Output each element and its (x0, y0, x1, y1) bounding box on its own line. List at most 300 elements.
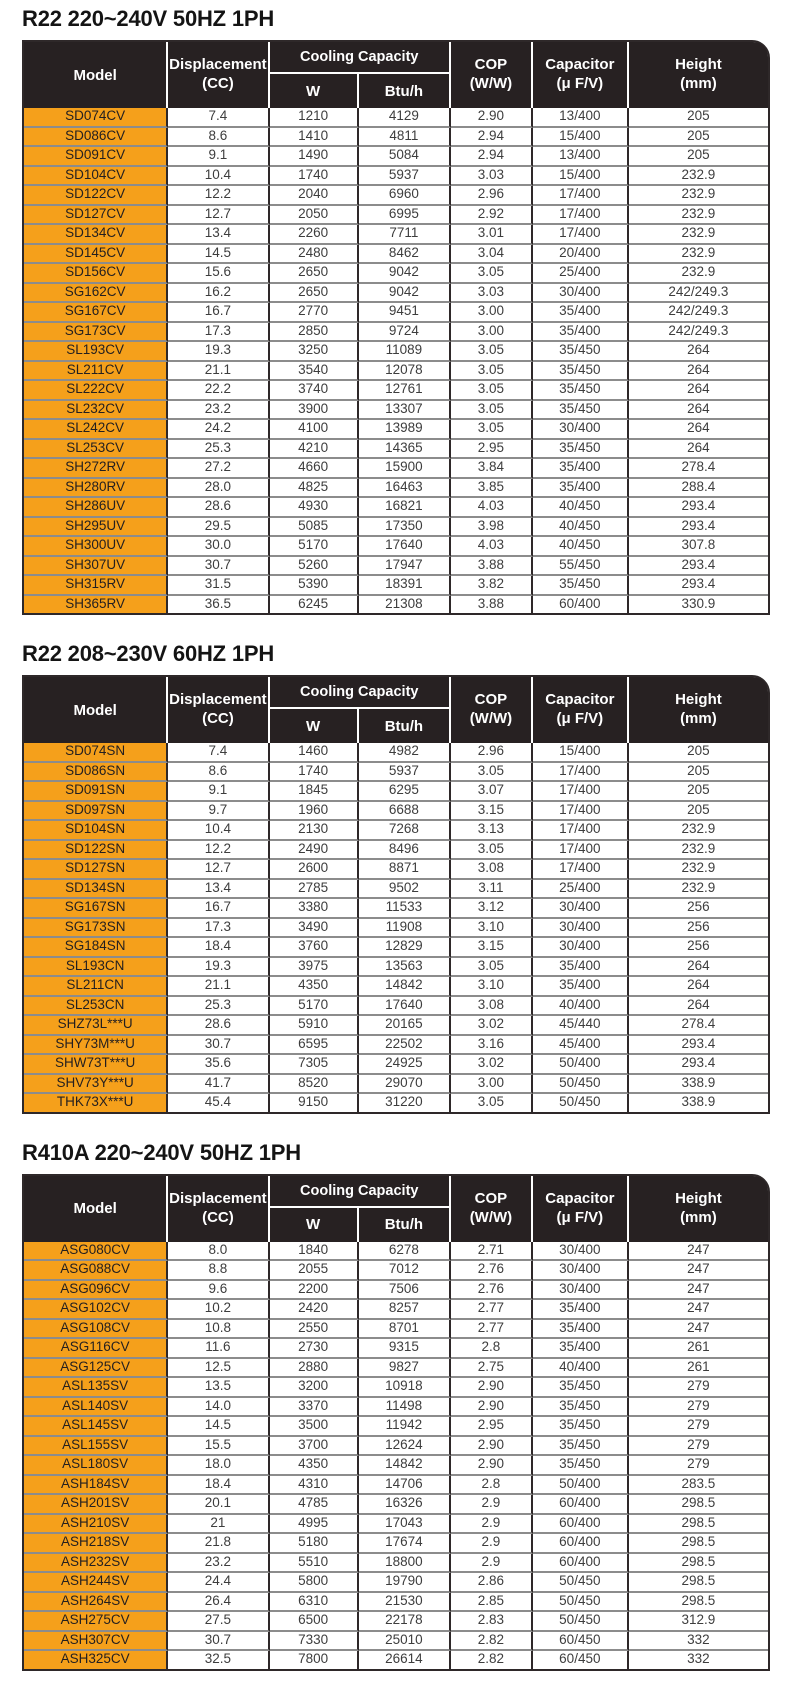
column-header-height-line2: (mm) (680, 75, 717, 92)
cop-cell: 2.96 (451, 186, 533, 206)
cooling-btuh-cell: 22178 (359, 1612, 451, 1632)
height-cell: 264 (629, 997, 768, 1017)
cooling-w-cell: 2050 (270, 206, 359, 226)
column-header-w: W (270, 709, 359, 743)
cooling-btuh-cell: 12078 (359, 362, 451, 382)
capacitor-cell: 30/400 (533, 1281, 629, 1301)
height-cell: 232.9 (629, 841, 768, 861)
table-row (24, 1417, 768, 1437)
displacement-cell: 9.1 (168, 782, 269, 802)
cooling-w-cell: 3490 (270, 919, 359, 939)
table-row (24, 225, 768, 245)
column-header-height-line1: Height (675, 56, 722, 74)
table-row (24, 1320, 768, 1340)
cooling-w-cell: 2040 (270, 186, 359, 206)
column-header-cop (451, 677, 533, 743)
model-cell: SG167CV (24, 303, 168, 323)
model-cell: SG167SN (24, 899, 168, 919)
table-row (24, 1495, 768, 1515)
displacement-cell: 13.4 (168, 225, 269, 245)
column-header-model: Model (24, 42, 168, 108)
cooling-btuh-cell: 26614 (359, 1651, 451, 1669)
height-cell: 232.9 (629, 860, 768, 880)
cop-cell: 3.03 (451, 284, 533, 304)
column-header-cop-line2: (W/W) (469, 75, 513, 92)
capacitor-cell: 25/400 (533, 264, 629, 284)
height-cell: 298.5 (629, 1593, 768, 1613)
capacitor-cell: 50/450 (533, 1094, 629, 1112)
height-cell: 205 (629, 802, 768, 822)
height-cell: 264 (629, 440, 768, 460)
cooling-btuh-cell: 13307 (359, 401, 451, 421)
cop-cell: 2.90 (451, 1378, 533, 1398)
displacement-cell: 15.6 (168, 264, 269, 284)
displacement-cell: 16.7 (168, 899, 269, 919)
cooling-w-cell: 3700 (270, 1437, 359, 1457)
cop-cell: 3.05 (451, 401, 533, 421)
model-cell: SD091SN (24, 782, 168, 802)
height-cell: 264 (629, 342, 768, 362)
height-cell: 205 (629, 782, 768, 802)
model-cell: SD156CV (24, 264, 168, 284)
displacement-cell: 25.3 (168, 997, 269, 1017)
table-row (24, 576, 768, 596)
spec-table (22, 1174, 770, 1671)
column-header-cooling-capacity: Cooling Capacity (270, 42, 452, 74)
capacitor-cell: 60/450 (533, 1632, 629, 1652)
displacement-cell: 10.8 (168, 1320, 269, 1340)
capacitor-cell: 30/400 (533, 420, 629, 440)
cooling-btuh-cell: 18800 (359, 1554, 451, 1574)
table-row (24, 977, 768, 997)
displacement-cell: 17.3 (168, 323, 269, 343)
cooling-w-cell: 1740 (270, 763, 359, 783)
cooling-btuh-cell: 12761 (359, 381, 451, 401)
cooling-btuh-cell: 16821 (359, 498, 451, 518)
displacement-cell: 12.2 (168, 841, 269, 861)
table-row (24, 537, 768, 557)
cooling-btuh-cell: 16463 (359, 479, 451, 499)
model-cell: ASL155SV (24, 1437, 168, 1457)
model-cell: SL253CV (24, 440, 168, 460)
displacement-cell: 41.7 (168, 1075, 269, 1095)
displacement-cell: 17.3 (168, 919, 269, 939)
capacitor-cell: 40/450 (533, 498, 629, 518)
capacitor-cell: 55/450 (533, 557, 629, 577)
height-cell: 247 (629, 1242, 768, 1262)
table-row (24, 919, 768, 939)
column-header-capacitor-line1: Capacitor (545, 56, 615, 74)
cop-cell: 2.77 (451, 1300, 533, 1320)
column-header-w: W (270, 1208, 359, 1242)
model-cell: SG162CV (24, 284, 168, 304)
cop-cell: 3.15 (451, 938, 533, 958)
height-cell: 293.4 (629, 498, 768, 518)
model-cell: SL211CV (24, 362, 168, 382)
cooling-w-cell: 1210 (270, 108, 359, 128)
model-cell: SG173CV (24, 323, 168, 343)
cooling-btuh-cell: 15900 (359, 459, 451, 479)
height-cell: 261 (629, 1339, 768, 1359)
height-cell: 279 (629, 1437, 768, 1457)
column-header-displacement (168, 42, 269, 108)
cooling-btuh-cell: 6688 (359, 802, 451, 822)
table-body (24, 108, 768, 613)
cooling-w-cell: 2490 (270, 841, 359, 861)
height-cell: 330.9 (629, 596, 768, 614)
column-header-cop-line1: COP (474, 56, 508, 74)
model-cell: ASL135SV (24, 1378, 168, 1398)
column-header-displacement-line2: (CC) (202, 75, 234, 92)
displacement-cell: 35.6 (168, 1055, 269, 1075)
displacement-cell: 14.5 (168, 1417, 269, 1437)
capacitor-cell: 30/400 (533, 938, 629, 958)
displacement-cell: 14.5 (168, 245, 269, 265)
model-cell: SHV73Y***U (24, 1075, 168, 1095)
capacitor-cell: 35/450 (533, 362, 629, 382)
table-row (24, 128, 768, 148)
displacement-cell: 21.1 (168, 977, 269, 997)
table-row (24, 596, 768, 614)
cooling-btuh-cell: 4982 (359, 743, 451, 763)
cop-cell: 3.16 (451, 1036, 533, 1056)
cop-cell: 3.05 (451, 381, 533, 401)
cooling-w-cell: 5510 (270, 1554, 359, 1574)
table-row (24, 1261, 768, 1281)
table-row (24, 1573, 768, 1593)
cop-cell: 2.9 (451, 1515, 533, 1535)
cooling-btuh-cell: 8496 (359, 841, 451, 861)
table-row (24, 1339, 768, 1359)
table-row (24, 284, 768, 304)
height-cell: 298.5 (629, 1534, 768, 1554)
cooling-w-cell: 5910 (270, 1016, 359, 1036)
model-cell: ASH201SV (24, 1495, 168, 1515)
capacitor-cell: 35/400 (533, 459, 629, 479)
column-header-model: Model (24, 1176, 168, 1242)
table-row (24, 1456, 768, 1476)
model-cell: ASG108CV (24, 1320, 168, 1340)
capacitor-cell: 35/400 (533, 977, 629, 997)
displacement-cell: 28.0 (168, 479, 269, 499)
table-row (24, 362, 768, 382)
capacitor-cell: 35/450 (533, 1456, 629, 1476)
cop-cell: 3.05 (451, 264, 533, 284)
cop-cell: 2.90 (451, 1456, 533, 1476)
column-header-displacement-line2: (CC) (202, 710, 234, 727)
model-cell: ASH275CV (24, 1612, 168, 1632)
column-header-height (629, 42, 768, 108)
height-cell: 279 (629, 1456, 768, 1476)
displacement-cell: 12.2 (168, 186, 269, 206)
cop-cell: 3.88 (451, 557, 533, 577)
cooling-w-cell: 2785 (270, 880, 359, 900)
table-body (24, 1242, 768, 1669)
displacement-cell: 13.4 (168, 880, 269, 900)
model-cell: ASH210SV (24, 1515, 168, 1535)
cop-cell: 2.71 (451, 1242, 533, 1262)
height-cell: 232.9 (629, 264, 768, 284)
model-cell: SD122SN (24, 841, 168, 861)
table-row (24, 147, 768, 167)
capacitor-cell: 35/450 (533, 440, 629, 460)
model-cell: SHW73T***U (24, 1055, 168, 1075)
height-cell: 307.8 (629, 537, 768, 557)
column-header-btuh: Btu/h (359, 1208, 451, 1242)
height-cell: 264 (629, 401, 768, 421)
capacitor-cell: 17/400 (533, 782, 629, 802)
cooling-w-cell: 4350 (270, 977, 359, 997)
cooling-btuh-cell: 18391 (359, 576, 451, 596)
cooling-w-cell: 6245 (270, 596, 359, 614)
cooling-w-cell: 4350 (270, 1456, 359, 1476)
displacement-cell: 9.6 (168, 1281, 269, 1301)
cooling-btuh-cell: 4129 (359, 108, 451, 128)
column-header-capacitor-line2: (μ F/V) (556, 75, 604, 92)
cooling-w-cell: 7330 (270, 1632, 359, 1652)
model-cell: SD074SN (24, 743, 168, 763)
height-cell: 283.5 (629, 1476, 768, 1496)
displacement-cell: 18.4 (168, 938, 269, 958)
cop-cell: 3.05 (451, 362, 533, 382)
cop-cell: 3.12 (451, 899, 533, 919)
column-header-capacitor-line1: Capacitor (545, 691, 615, 709)
cooling-btuh-cell: 8257 (359, 1300, 451, 1320)
cop-cell: 3.98 (451, 518, 533, 538)
cooling-w-cell: 2650 (270, 284, 359, 304)
cooling-btuh-cell: 31220 (359, 1094, 451, 1112)
cooling-w-cell: 2650 (270, 264, 359, 284)
table-row (24, 1036, 768, 1056)
column-header-cop-line1: COP (474, 1189, 508, 1207)
model-cell: ASG088CV (24, 1261, 168, 1281)
model-cell: SD127SN (24, 860, 168, 880)
cop-cell: 2.95 (451, 440, 533, 460)
height-cell: 242/249.3 (629, 284, 768, 304)
cooling-w-cell: 3500 (270, 1417, 359, 1437)
cooling-w-cell: 5390 (270, 576, 359, 596)
column-header-cop-line2: (W/W) (469, 1208, 513, 1226)
model-cell: SD122CV (24, 186, 168, 206)
model-cell: SD134SN (24, 880, 168, 900)
capacitor-cell: 40/450 (533, 518, 629, 538)
table-row (24, 459, 768, 479)
table-row (24, 342, 768, 362)
cooling-btuh-cell: 14365 (359, 440, 451, 460)
model-cell: SD127CV (24, 206, 168, 226)
height-cell: 332 (629, 1632, 768, 1652)
height-cell: 264 (629, 958, 768, 978)
table-row (24, 1515, 768, 1535)
model-cell: SH307UV (24, 557, 168, 577)
height-cell: 338.9 (629, 1094, 768, 1112)
height-cell: 247 (629, 1281, 768, 1301)
spec-table (22, 675, 770, 1114)
height-cell: 256 (629, 938, 768, 958)
table-row (24, 763, 768, 783)
cooling-w-cell: 1845 (270, 782, 359, 802)
cop-cell: 3.05 (451, 342, 533, 362)
cooling-btuh-cell: 13563 (359, 958, 451, 978)
displacement-cell: 8.8 (168, 1261, 269, 1281)
cooling-w-cell: 5170 (270, 537, 359, 557)
displacement-cell: 21 (168, 1515, 269, 1535)
capacitor-cell: 20/400 (533, 245, 629, 265)
height-cell: 232.9 (629, 206, 768, 226)
capacitor-cell: 50/450 (533, 1612, 629, 1632)
cooling-w-cell: 3540 (270, 362, 359, 382)
capacitor-cell: 30/400 (533, 899, 629, 919)
cooling-w-cell: 2550 (270, 1320, 359, 1340)
displacement-cell: 13.5 (168, 1378, 269, 1398)
displacement-cell: 31.5 (168, 576, 269, 596)
capacitor-cell: 17/400 (533, 860, 629, 880)
cop-cell: 2.76 (451, 1281, 533, 1301)
capacitor-cell: 40/400 (533, 997, 629, 1017)
cooling-w-cell: 2880 (270, 1359, 359, 1379)
height-cell: 232.9 (629, 167, 768, 187)
displacement-cell: 9.7 (168, 802, 269, 822)
cooling-w-cell: 3200 (270, 1378, 359, 1398)
capacitor-cell: 25/400 (533, 880, 629, 900)
capacitor-cell: 17/400 (533, 763, 629, 783)
capacitor-cell: 35/450 (533, 1437, 629, 1457)
cooling-btuh-cell: 9827 (359, 1359, 451, 1379)
model-cell: ASL140SV (24, 1398, 168, 1418)
model-cell: SL211CN (24, 977, 168, 997)
table-title: R22 208~230V 60HZ 1PH (22, 641, 275, 666)
height-cell: 293.4 (629, 518, 768, 538)
table-body (24, 743, 768, 1112)
model-cell: ASL145SV (24, 1417, 168, 1437)
displacement-cell: 23.2 (168, 1554, 269, 1574)
cop-cell: 3.05 (451, 958, 533, 978)
height-cell: 261 (629, 1359, 768, 1379)
cooling-btuh-cell: 21308 (359, 596, 451, 614)
spec-table (22, 40, 770, 615)
height-cell: 247 (629, 1261, 768, 1281)
cooling-btuh-cell: 5084 (359, 147, 451, 167)
model-cell: SD091CV (24, 147, 168, 167)
capacitor-cell: 17/400 (533, 841, 629, 861)
cop-cell: 2.90 (451, 1398, 533, 1418)
displacement-cell: 8.0 (168, 1242, 269, 1262)
cooling-btuh-cell: 6278 (359, 1242, 451, 1262)
table-row (24, 1359, 768, 1379)
cooling-btuh-cell: 11908 (359, 919, 451, 939)
cooling-w-cell: 9150 (270, 1094, 359, 1112)
displacement-cell: 10.4 (168, 821, 269, 841)
displacement-cell: 23.2 (168, 401, 269, 421)
displacement-cell: 12.5 (168, 1359, 269, 1379)
column-header-cop-line1: COP (474, 691, 508, 709)
capacitor-cell: 50/400 (533, 1476, 629, 1496)
column-header-cooling-capacity: Cooling Capacity (270, 1176, 452, 1208)
model-cell: SL193CN (24, 958, 168, 978)
column-header-height-line1: Height (675, 691, 722, 709)
height-cell: 256 (629, 899, 768, 919)
cop-cell: 2.86 (451, 1573, 533, 1593)
capacitor-cell: 35/450 (533, 1417, 629, 1437)
height-cell: 232.9 (629, 880, 768, 900)
model-cell: SD086CV (24, 128, 168, 148)
displacement-cell: 30.0 (168, 537, 269, 557)
capacitor-cell: 30/400 (533, 284, 629, 304)
cooling-btuh-cell: 6960 (359, 186, 451, 206)
height-cell: 293.4 (629, 1036, 768, 1056)
height-cell: 205 (629, 147, 768, 167)
cooling-w-cell: 4660 (270, 459, 359, 479)
height-cell: 242/249.3 (629, 303, 768, 323)
cooling-w-cell: 1960 (270, 802, 359, 822)
model-cell: ASH218SV (24, 1534, 168, 1554)
height-cell: 264 (629, 381, 768, 401)
height-cell: 293.4 (629, 576, 768, 596)
cooling-btuh-cell: 17350 (359, 518, 451, 538)
table-row (24, 1554, 768, 1574)
cooling-w-cell: 4930 (270, 498, 359, 518)
capacitor-cell: 35/400 (533, 1339, 629, 1359)
capacitor-cell: 35/450 (533, 401, 629, 421)
height-cell: 264 (629, 420, 768, 440)
height-cell: 205 (629, 108, 768, 128)
table-row (24, 1632, 768, 1652)
table-row (24, 1378, 768, 1398)
column-header-displacement-line1: Displacement (169, 1189, 267, 1207)
table-row (24, 1612, 768, 1632)
displacement-cell: 10.2 (168, 1300, 269, 1320)
cooling-btuh-cell: 14842 (359, 1456, 451, 1476)
column-header-height (629, 677, 768, 743)
capacitor-cell: 35/450 (533, 381, 629, 401)
capacitor-cell: 50/450 (533, 1573, 629, 1593)
model-cell: SHY73M***U (24, 1036, 168, 1056)
cop-cell: 3.00 (451, 303, 533, 323)
capacitor-cell: 35/400 (533, 303, 629, 323)
cooling-w-cell: 6595 (270, 1036, 359, 1056)
column-header-capacitor (533, 42, 629, 108)
table-row (24, 206, 768, 226)
capacitor-cell: 40/450 (533, 537, 629, 557)
cop-cell: 3.88 (451, 596, 533, 614)
model-cell: SHZ73L***U (24, 1016, 168, 1036)
cooling-w-cell: 3975 (270, 958, 359, 978)
displacement-cell: 14.0 (168, 1398, 269, 1418)
cooling-btuh-cell: 6995 (359, 206, 451, 226)
cooling-w-cell: 5085 (270, 518, 359, 538)
cooling-btuh-cell: 6295 (359, 782, 451, 802)
displacement-cell: 18.0 (168, 1456, 269, 1476)
displacement-cell: 16.2 (168, 284, 269, 304)
cooling-btuh-cell: 9724 (359, 323, 451, 343)
table-row (24, 167, 768, 187)
table-row (24, 782, 768, 802)
cop-cell: 3.85 (451, 479, 533, 499)
table-title: R410A 220~240V 50HZ 1PH (22, 1139, 301, 1165)
cop-cell: 2.95 (451, 1417, 533, 1437)
height-cell: 242/249.3 (629, 323, 768, 343)
column-header-capacitor-line1: Capacitor (545, 1189, 615, 1207)
displacement-cell: 36.5 (168, 596, 269, 614)
cop-cell: 2.90 (451, 108, 533, 128)
model-cell: SH315RV (24, 576, 168, 596)
table-row (24, 498, 768, 518)
cooling-btuh-cell: 9502 (359, 880, 451, 900)
height-cell: 205 (629, 763, 768, 783)
column-header-height-line2: (mm) (680, 710, 717, 727)
spec-table-section (22, 6, 772, 615)
cooling-btuh-cell: 22502 (359, 1036, 451, 1056)
